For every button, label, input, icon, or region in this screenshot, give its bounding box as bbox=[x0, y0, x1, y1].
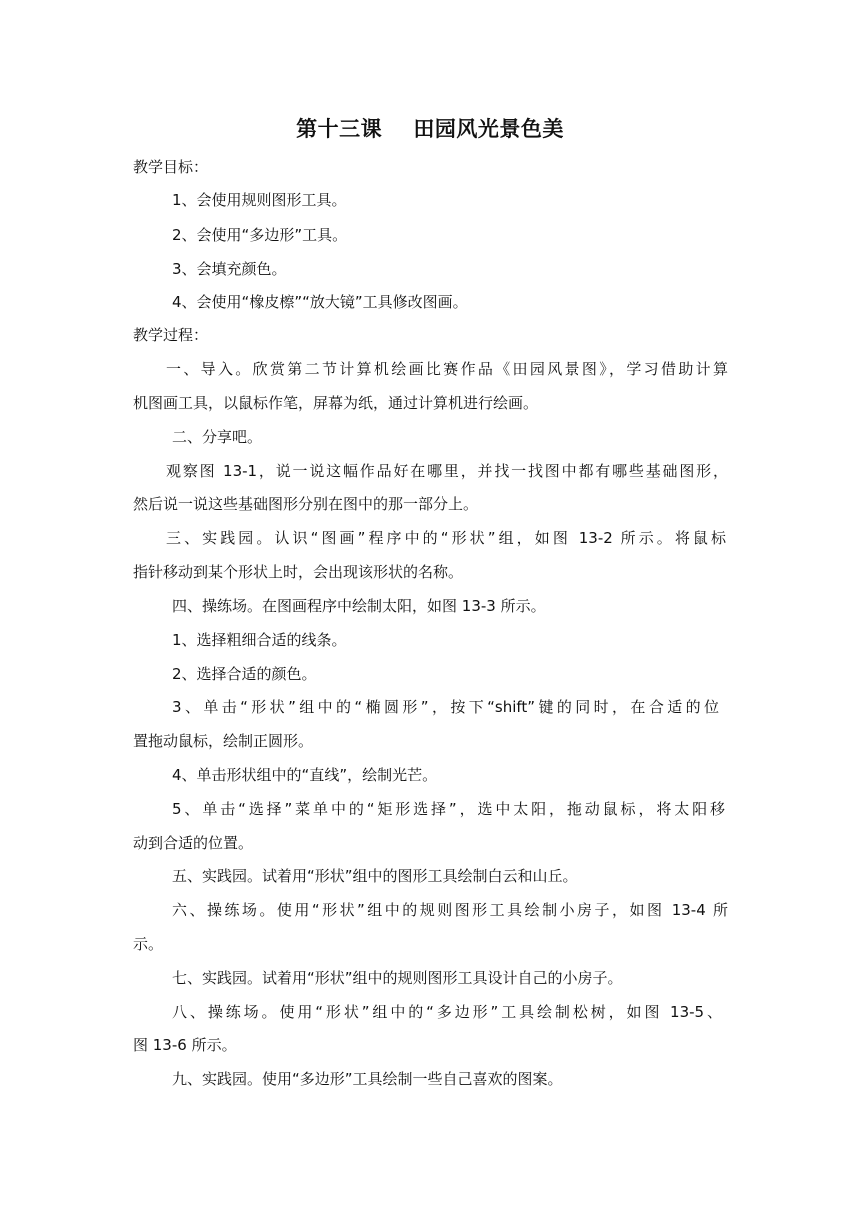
process-line: 图 13-6 所示。 bbox=[133, 1036, 237, 1054]
process-line: 然后说一说这些基础图形分别在图中的那一部分上。 bbox=[133, 495, 479, 513]
process-line: 七、实践园。试着用“形状”组中的规则图形工具设计自己的小房子。 bbox=[172, 969, 623, 987]
process-line: 五、实践园。试着用“形状”组中的图形工具绘制白云和山丘。 bbox=[172, 867, 578, 885]
process-line: 指针移动到某个形状上时，会出现该形状的名称。 bbox=[133, 563, 464, 581]
process-heading: 教学过程： bbox=[133, 326, 209, 344]
goals-heading: 教学目标： bbox=[133, 158, 209, 176]
process-line: 二、分享吧。 bbox=[172, 428, 263, 446]
goal-item: 3、会填充颜色。 bbox=[172, 260, 287, 278]
process-line: 置拖动鼠标，绘制正圆形。 bbox=[133, 732, 314, 750]
process-line: 观察图 13-1，说一说这幅作品好在哪里，并找一找图中都有哪些基础图形， bbox=[166, 462, 728, 480]
process-line: 八、操练场。使用“形状”组中的“多边形”工具绘制松树，如图 13-5、 bbox=[172, 1003, 722, 1021]
process-line: 一、导入。欣赏第二节计算机绘画比赛作品《田园风景图》，学习借助计算 bbox=[166, 360, 728, 378]
process-line: 六、操练场。使用“形状”组中的规则图形工具绘制小房子，如图 13-4 所 bbox=[172, 901, 728, 919]
process-line: 5、单击“选择”菜单中的“矩形选择”，选中太阳，拖动鼠标，将太阳移 bbox=[172, 800, 725, 818]
process-line: 1、选择粗细合适的线条。 bbox=[172, 631, 347, 649]
process-line: 九、实践园。使用“多边形”工具绘制一些自己喜欢的图案。 bbox=[172, 1070, 563, 1088]
process-line: 3、单击“形状”组中的“椭圆形”，按下“shift”键的同时，在合适的位 bbox=[172, 698, 719, 716]
lesson-title: 第十三课 田园风光景色美 bbox=[296, 117, 564, 141]
process-line: 2、选择合适的颜色。 bbox=[172, 665, 317, 683]
process-line: 四、操练场。在图画程序中绘制太阳，如图 13-3 所示。 bbox=[172, 597, 546, 615]
goal-item: 2、会使用“多边形”工具。 bbox=[172, 226, 348, 244]
goal-item: 4、会使用“橡皮檫”“放大镜”工具修改图画。 bbox=[172, 293, 468, 311]
process-line: 示。 bbox=[133, 935, 164, 953]
process-line: 机图画工具，以鼠标作笔，屏幕为纸，通过计算机进行绘画。 bbox=[133, 394, 539, 412]
process-line: 三、实践园。认识“图画”程序中的“形状”组，如图 13-2 所示。将鼠标 bbox=[166, 529, 726, 547]
process-line: 动到合适的位置。 bbox=[133, 834, 254, 852]
goal-item: 1、会使用规则图形工具。 bbox=[172, 191, 347, 209]
process-line: 4、单击形状组中的“直线”，绘制光芒。 bbox=[172, 766, 438, 784]
